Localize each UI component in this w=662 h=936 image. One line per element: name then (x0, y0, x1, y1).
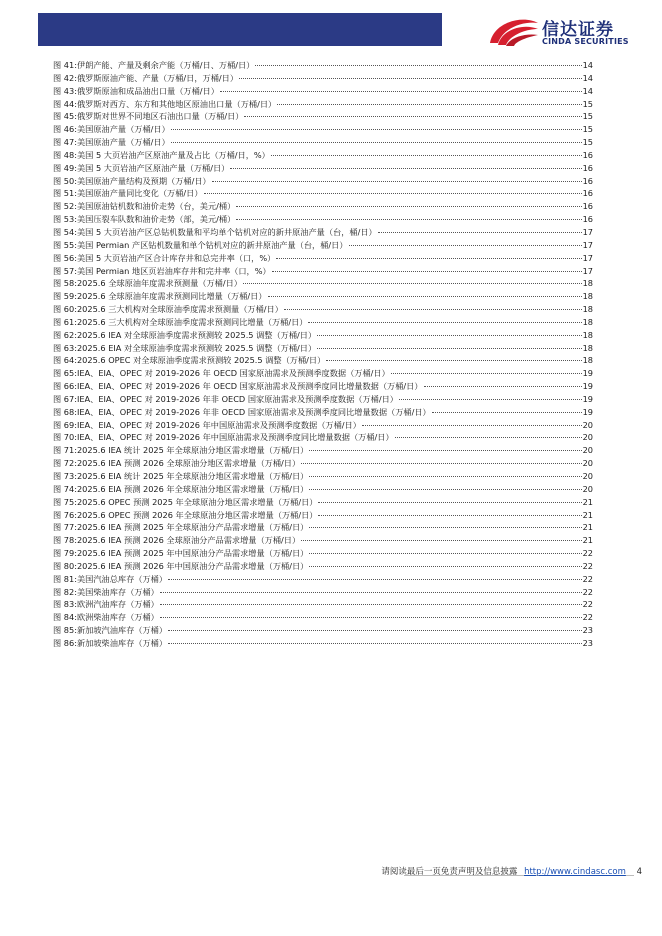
toc-page-number: 16 (582, 201, 593, 212)
toc-dot-leader (220, 91, 582, 92)
toc-entry[interactable] (53, 483, 593, 496)
toc-entry[interactable] (53, 624, 593, 637)
toc-dot-leader (255, 65, 581, 66)
toc-figure-title: 新加坡汽油库存（万桶） (76, 625, 168, 636)
toc-entry[interactable] (53, 316, 593, 329)
toc-figure-title: 2025.6 全球原油年度需求预测量（万桶/日） (76, 278, 242, 289)
page-number: 4 (636, 867, 642, 877)
toc-entry[interactable] (53, 470, 593, 483)
toc-entry[interactable] (53, 354, 593, 367)
toc-entry[interactable] (53, 162, 593, 175)
toc-page-number: 21 (582, 509, 593, 520)
toc-dot-leader (236, 219, 581, 220)
toc-figure-number: 图 46: (53, 124, 77, 135)
toc-dot-leader (168, 579, 582, 580)
toc-dot-leader (378, 232, 582, 233)
toc-figure-title: 2025.6 三大机构对全球原油季度需求预测量（万桶/日） (76, 304, 283, 315)
toc-figure-number: 图 75: (53, 496, 77, 507)
company-website-link[interactable]: http://www.cindasc.com (524, 867, 626, 877)
toc-figure-number: 图 42: (53, 72, 77, 83)
toc-figure-title: 欧洲柴油库存（万桶） (76, 612, 159, 623)
toc-dot-leader (277, 104, 581, 105)
toc-page-number: 15 (582, 124, 593, 135)
toc-page-number: 16 (582, 175, 593, 186)
toc-entry[interactable] (53, 521, 593, 534)
toc-page-number: 20 (582, 458, 593, 469)
toc-figure-number: 图 74: (53, 483, 77, 494)
toc-dot-leader (230, 168, 581, 169)
toc-figure-title: 美国原油产量结构及预期（万桶/日） (76, 175, 211, 186)
toc-entry[interactable] (53, 342, 593, 355)
toc-dot-leader (301, 540, 581, 541)
toc-page-number: 17 (582, 252, 593, 263)
toc-entry[interactable] (53, 547, 593, 560)
figure-index-list (53, 59, 593, 650)
toc-entry[interactable] (53, 59, 593, 72)
toc-dot-leader (318, 515, 581, 516)
toc-dot-leader (424, 386, 582, 387)
toc-figure-title: 美国 5 大页岩油产区总钻机数量和平均单个钻机对应的新井原油产量（台，桶/日） (76, 226, 377, 237)
toc-figure-number: 图 67: (53, 393, 77, 404)
toc-page-number: 19 (582, 393, 593, 404)
toc-dot-leader (168, 630, 582, 631)
toc-page-number: 14 (582, 85, 593, 96)
toc-dot-leader (432, 412, 582, 413)
toc-page-number: 16 (582, 149, 593, 160)
toc-dot-leader (168, 643, 582, 644)
toc-dot-leader (309, 527, 581, 528)
toc-entry[interactable] (53, 303, 593, 316)
toc-entry[interactable] (53, 187, 593, 200)
toc-figure-number: 图 76: (53, 509, 77, 520)
toc-figure-title: 美国 5 大页岩油产区原油产量及占比（万桶/日，%） (76, 149, 270, 160)
toc-figure-title: 2025.6 三大机构对全球原油季度需求预测同比增量（万桶/日） (76, 316, 308, 327)
toc-dot-leader (284, 309, 582, 310)
toc-page-number: 17 (582, 239, 593, 250)
toc-figure-title: 2025.6 IEA 统计 2025 年全球原油分地区需求增量（万桶/日） (76, 445, 309, 456)
toc-page-number: 19 (582, 368, 593, 379)
toc-figure-number: 图 44: (53, 98, 77, 109)
toc-figure-number: 图 43: (53, 85, 77, 96)
toc-page-number: 17 (582, 226, 593, 237)
toc-page-number: 18 (582, 304, 593, 315)
toc-figure-number: 图 72: (53, 458, 77, 469)
toc-dot-leader (317, 335, 581, 336)
toc-entry[interactable] (53, 252, 593, 265)
toc-entry[interactable] (53, 98, 593, 111)
toc-entry[interactable] (53, 380, 593, 393)
toc-page-number: 20 (582, 419, 593, 430)
toc-entry[interactable] (53, 329, 593, 342)
toc-figure-number: 图 79: (53, 548, 77, 559)
toc-figure-number: 图 52: (53, 201, 77, 212)
toc-page-number: 16 (582, 188, 593, 199)
toc-page-number: 19 (582, 406, 593, 417)
toc-figure-title: 美国压裂车队数和油价走势（部，美元/桶） (76, 214, 236, 225)
toc-page-number: 18 (582, 329, 593, 340)
toc-page-number: 23 (582, 625, 593, 636)
toc-entry[interactable] (53, 419, 593, 432)
toc-figure-title: 2025.6 IEA 预测 2026 全球原油分地区需求增量（万桶/日） (76, 458, 301, 469)
toc-figure-title: 2025.6 EIA 预测 2026 年全球原油分地区需求增量（万桶/日） (76, 483, 309, 494)
toc-entry[interactable] (53, 239, 593, 252)
toc-figure-number: 图 49: (53, 162, 77, 173)
toc-figure-title: 新加坡柴油库存（万桶） (76, 637, 168, 648)
toc-entry[interactable] (53, 509, 593, 522)
toc-figure-title: 欧洲汽油库存（万桶） (76, 599, 159, 610)
toc-figure-title: 美国 5 大页岩油产区合计库存井和总完井率（口，%） (76, 252, 276, 263)
toc-page-number: 15 (582, 98, 593, 109)
toc-page-number: 15 (582, 137, 593, 148)
toc-entry[interactable] (53, 85, 593, 98)
toc-page-number: 18 (582, 291, 593, 302)
toc-figure-title: 2025.6 全球原油年度需求预测同比增量（万桶/日） (76, 291, 267, 302)
toc-figure-number: 图 41: (53, 60, 77, 70)
toc-figure-title: IEA、EIA、OPEC 对 2019-2026 年非 OECD 国家原油需求及预测季度数据（万桶/日） (76, 393, 398, 404)
toc-entry[interactable] (53, 534, 593, 547)
toc-page-number: 21 (582, 496, 593, 507)
toc-page-number: 17 (582, 265, 593, 276)
toc-figure-title: 美国原油产量（万桶/日） (76, 137, 170, 148)
toc-dot-leader (244, 116, 581, 117)
toc-dot-leader (308, 322, 581, 323)
header-band (38, 13, 442, 46)
toc-figure-number: 图 83: (53, 599, 77, 610)
toc-figure-title: 俄罗斯原油产能、产量（万桶/日，万桶/日） (76, 72, 239, 83)
toc-dot-leader (318, 502, 581, 503)
toc-figure-title: 2025.6 OPEC 预测 2025 年全球原油分地区需求增量（万桶/日） (76, 496, 318, 507)
toc-figure-number: 图 58: (53, 278, 77, 289)
toc-page-number: 16 (582, 162, 593, 173)
toc-entry[interactable] (53, 637, 593, 650)
toc-page-number: 18 (582, 316, 593, 327)
toc-page-number: 20 (582, 445, 593, 456)
toc-page-number: 22 (582, 560, 593, 571)
toc-figure-number: 图 71: (53, 445, 77, 456)
toc-dot-leader (236, 206, 581, 207)
toc-dot-leader (272, 271, 582, 272)
toc-figure-number: 图 50: (53, 175, 77, 186)
toc-figure-number: 图 57: (53, 265, 77, 276)
toc-page-number: 19 (582, 381, 593, 392)
toc-figure-number: 图 61: (53, 316, 77, 327)
toc-page-number: 16 (582, 214, 593, 225)
toc-figure-number: 图 45: (53, 111, 77, 122)
toc-figure-title: 美国汽油总库存（万桶） (76, 573, 168, 584)
toc-figure-title: 2025.6 EIA 对全球原油季度需求预测较 2025.5 调整（万桶/日） (76, 342, 317, 353)
toc-dot-leader (268, 296, 582, 297)
toc-figure-title: 2025.6 OPEC 预测 2026 年全球原油分地区需求增量（万桶/日） (76, 509, 318, 520)
toc-entry[interactable] (53, 110, 593, 123)
toc-figure-title: 美国 5 大页岩油产区原油产量（万桶/日） (76, 162, 230, 173)
cinda-logo-icon (484, 13, 542, 49)
toc-page-number: 18 (582, 278, 593, 289)
toc-figure-title: 2025.6 IEA 预测 2026 全球原油分产品需求增量（万桶/日） (76, 535, 301, 546)
toc-entry[interactable] (53, 123, 593, 136)
toc-entry[interactable] (53, 72, 593, 85)
toc-dot-leader (271, 155, 582, 156)
toc-figure-number: 图 48: (53, 149, 77, 160)
toc-figure-title: 2025.6 IEA 预测 2025 年全球原油分产品需求增量（万桶/日） (76, 522, 309, 533)
toc-figure-title: 美国原油钻机数和油价走势（台，美元/桶） (76, 201, 236, 212)
toc-figure-number: 图 84: (53, 612, 77, 623)
toc-page-number: 14 (582, 72, 593, 83)
toc-dot-leader (349, 245, 582, 246)
toc-page-number: 22 (582, 586, 593, 597)
toc-figure-title: 美国 Permian 地区页岩油库存井和完井率（口，%） (76, 265, 271, 276)
logo-text-en: CINDA SECURITIES (542, 37, 629, 46)
toc-entry[interactable] (53, 213, 593, 226)
toc-figure-title: IEA、EIA、OPEC 对 2019-2026 年 OECD 国家原油需求及预测季度同比增量数据（万桶/日） (76, 381, 423, 392)
toc-page-number: 21 (582, 535, 593, 546)
toc-page-number: 18 (582, 355, 593, 366)
toc-figure-title: 俄罗斯对西方、东方和其他地区原油出口量（万桶/日） (76, 98, 277, 109)
toc-dot-leader (301, 463, 581, 464)
toc-entry[interactable] (53, 573, 593, 586)
toc-figure-title: 2025.6 IEA 预测 2026 年中国原油分产品需求增量（万桶/日） (76, 560, 309, 571)
toc-dot-leader (326, 360, 581, 361)
toc-figure-title: IEA、EIA、OPEC 对 2019-2026 年中国原油需求及预测季度数据（万桶/日） (76, 419, 361, 430)
toc-figure-number: 图 63: (53, 342, 77, 353)
toc-dot-leader (309, 566, 581, 567)
toc-entry[interactable] (53, 200, 593, 213)
toc-dot-leader (239, 78, 582, 79)
toc-entry[interactable] (53, 431, 593, 444)
toc-page-number: 22 (582, 548, 593, 559)
toc-page-number: 21 (582, 522, 593, 533)
toc-page-number: 22 (582, 599, 593, 610)
toc-dot-leader (309, 489, 581, 490)
page-footer (381, 865, 642, 877)
toc-figure-number: 图 62: (53, 329, 77, 340)
toc-dot-leader (317, 348, 581, 349)
toc-entry[interactable] (53, 367, 593, 380)
toc-figure-number: 图 47: (53, 137, 77, 148)
toc-dot-leader (160, 592, 582, 593)
toc-figure-number: 图 53: (53, 214, 77, 225)
toc-figure-title: 2025.6 OPEC 对全球原油季度需求预测较 2025.5 调整（万桶/日） (76, 355, 326, 366)
toc-page-number: 14 (582, 60, 593, 70)
toc-figure-title: 2025.6 IEA 对全球原油季度需求预测较 2025.5 调整（万桶/日） (76, 329, 317, 340)
toc-figure-title: 伊朗产能、产量及剩余产能（万桶/日、万桶/日） (76, 60, 255, 70)
toc-entry[interactable] (53, 444, 593, 457)
toc-page-number: 18 (582, 342, 593, 353)
toc-figure-number: 图 80: (53, 560, 77, 571)
toc-dot-leader (212, 181, 582, 182)
toc-dot-leader (276, 258, 581, 259)
toc-figure-number: 图 51: (53, 188, 77, 199)
toc-figure-title: IEA、EIA、OPEC 对 2019-2026 年中国原油需求及预测季度同比增量数据（万桶/日） (76, 432, 394, 443)
toc-figure-number: 图 64: (53, 355, 77, 366)
toc-entry[interactable] (53, 560, 593, 573)
toc-figure-number: 图 82: (53, 586, 77, 597)
toc-dot-leader (160, 617, 582, 618)
toc-figure-title: 美国 Permian 产区钻机数量和单个钻机对应的新井原油产量（台，桶/日） (76, 239, 348, 250)
toc-figure-number: 图 60: (53, 304, 77, 315)
toc-page-number: 20 (582, 432, 593, 443)
toc-figure-number: 图 73: (53, 471, 77, 481)
toc-figure-title: IEA、EIA、OPEC 对 2019-2026 年 OECD 国家原油需求及预测季度数据（万桶/日） (76, 368, 390, 379)
toc-dot-leader (171, 142, 582, 143)
toc-figure-title: 俄罗斯原油和成品油出口量（万桶/日） (76, 85, 219, 96)
toc-entry[interactable] (53, 136, 593, 149)
company-logo (484, 13, 634, 49)
toc-entry[interactable] (53, 265, 593, 278)
toc-entry[interactable] (53, 226, 593, 239)
toc-entry[interactable] (53, 457, 593, 470)
toc-dot-leader (204, 193, 582, 194)
toc-figure-number: 图 65: (53, 368, 77, 379)
toc-page-number: 22 (582, 612, 593, 623)
toc-entry[interactable] (53, 149, 593, 162)
toc-dot-leader (243, 283, 582, 284)
toc-dot-leader (362, 425, 582, 426)
toc-figure-number: 图 70: (53, 432, 77, 443)
toc-figure-title: 2025.6 IEA 预测 2025 年中国原油分产品需求增量（万桶/日） (76, 548, 309, 559)
toc-page-number: 15 (582, 111, 593, 122)
toc-figure-number: 图 55: (53, 239, 77, 250)
toc-page-number: 20 (582, 483, 593, 494)
toc-page-number: 22 (582, 573, 593, 584)
toc-figure-title: 俄罗斯对世界不同地区石油出口量（万桶/日） (76, 111, 244, 122)
toc-figure-number: 图 85: (53, 625, 77, 636)
toc-figure-number: 图 59: (53, 291, 77, 302)
toc-entry[interactable] (53, 393, 593, 406)
toc-page-number: 20 (582, 471, 593, 481)
toc-entry[interactable] (53, 611, 593, 624)
toc-dot-leader (309, 476, 581, 477)
toc-dot-leader (309, 450, 581, 451)
toc-figure-title: 2025.6 EIA 统计 2025 年全球原油分地区需求增量（万桶/日） (76, 471, 309, 481)
toc-figure-title: IEA、EIA、OPEC 对 2019-2026 年非 OECD 国家原油需求及预测季度同比增量数据（万桶/日） (76, 406, 431, 417)
toc-dot-leader (395, 437, 582, 438)
toc-figure-number: 图 54: (53, 226, 77, 237)
toc-entry[interactable] (53, 290, 593, 303)
toc-figure-title: 美国柴油库存（万桶） (76, 586, 159, 597)
toc-figure-number: 图 78: (53, 535, 77, 546)
toc-entry[interactable] (53, 277, 593, 290)
toc-dot-leader (309, 553, 581, 554)
toc-entry[interactable] (53, 406, 593, 419)
toc-figure-number: 图 86: (53, 637, 77, 648)
toc-figure-title: 美国原油产量同比变化（万桶/日） (76, 188, 203, 199)
toc-figure-title: 美国原油产量（万桶/日） (76, 124, 170, 135)
toc-dot-leader (171, 129, 582, 130)
toc-dot-leader (391, 373, 582, 374)
logo-text-cn: 信达证券 (542, 20, 614, 40)
toc-dot-leader (399, 399, 582, 400)
toc-figure-number: 图 77: (53, 522, 77, 533)
toc-entry[interactable] (53, 586, 593, 599)
toc-page-number: 23 (582, 637, 593, 648)
toc-figure-number: 图 56: (53, 252, 77, 263)
toc-figure-number: 图 81: (53, 573, 77, 584)
toc-entry[interactable] (53, 175, 593, 188)
toc-entry[interactable] (53, 598, 593, 611)
disclaimer-notice: 请阅读最后一页免责声明及信息披露 (381, 867, 518, 877)
toc-figure-number: 图 69: (53, 419, 77, 430)
toc-dot-leader (160, 604, 582, 605)
toc-figure-number: 图 68: (53, 406, 77, 417)
toc-entry[interactable] (53, 496, 593, 509)
toc-figure-number: 图 66: (53, 381, 77, 392)
